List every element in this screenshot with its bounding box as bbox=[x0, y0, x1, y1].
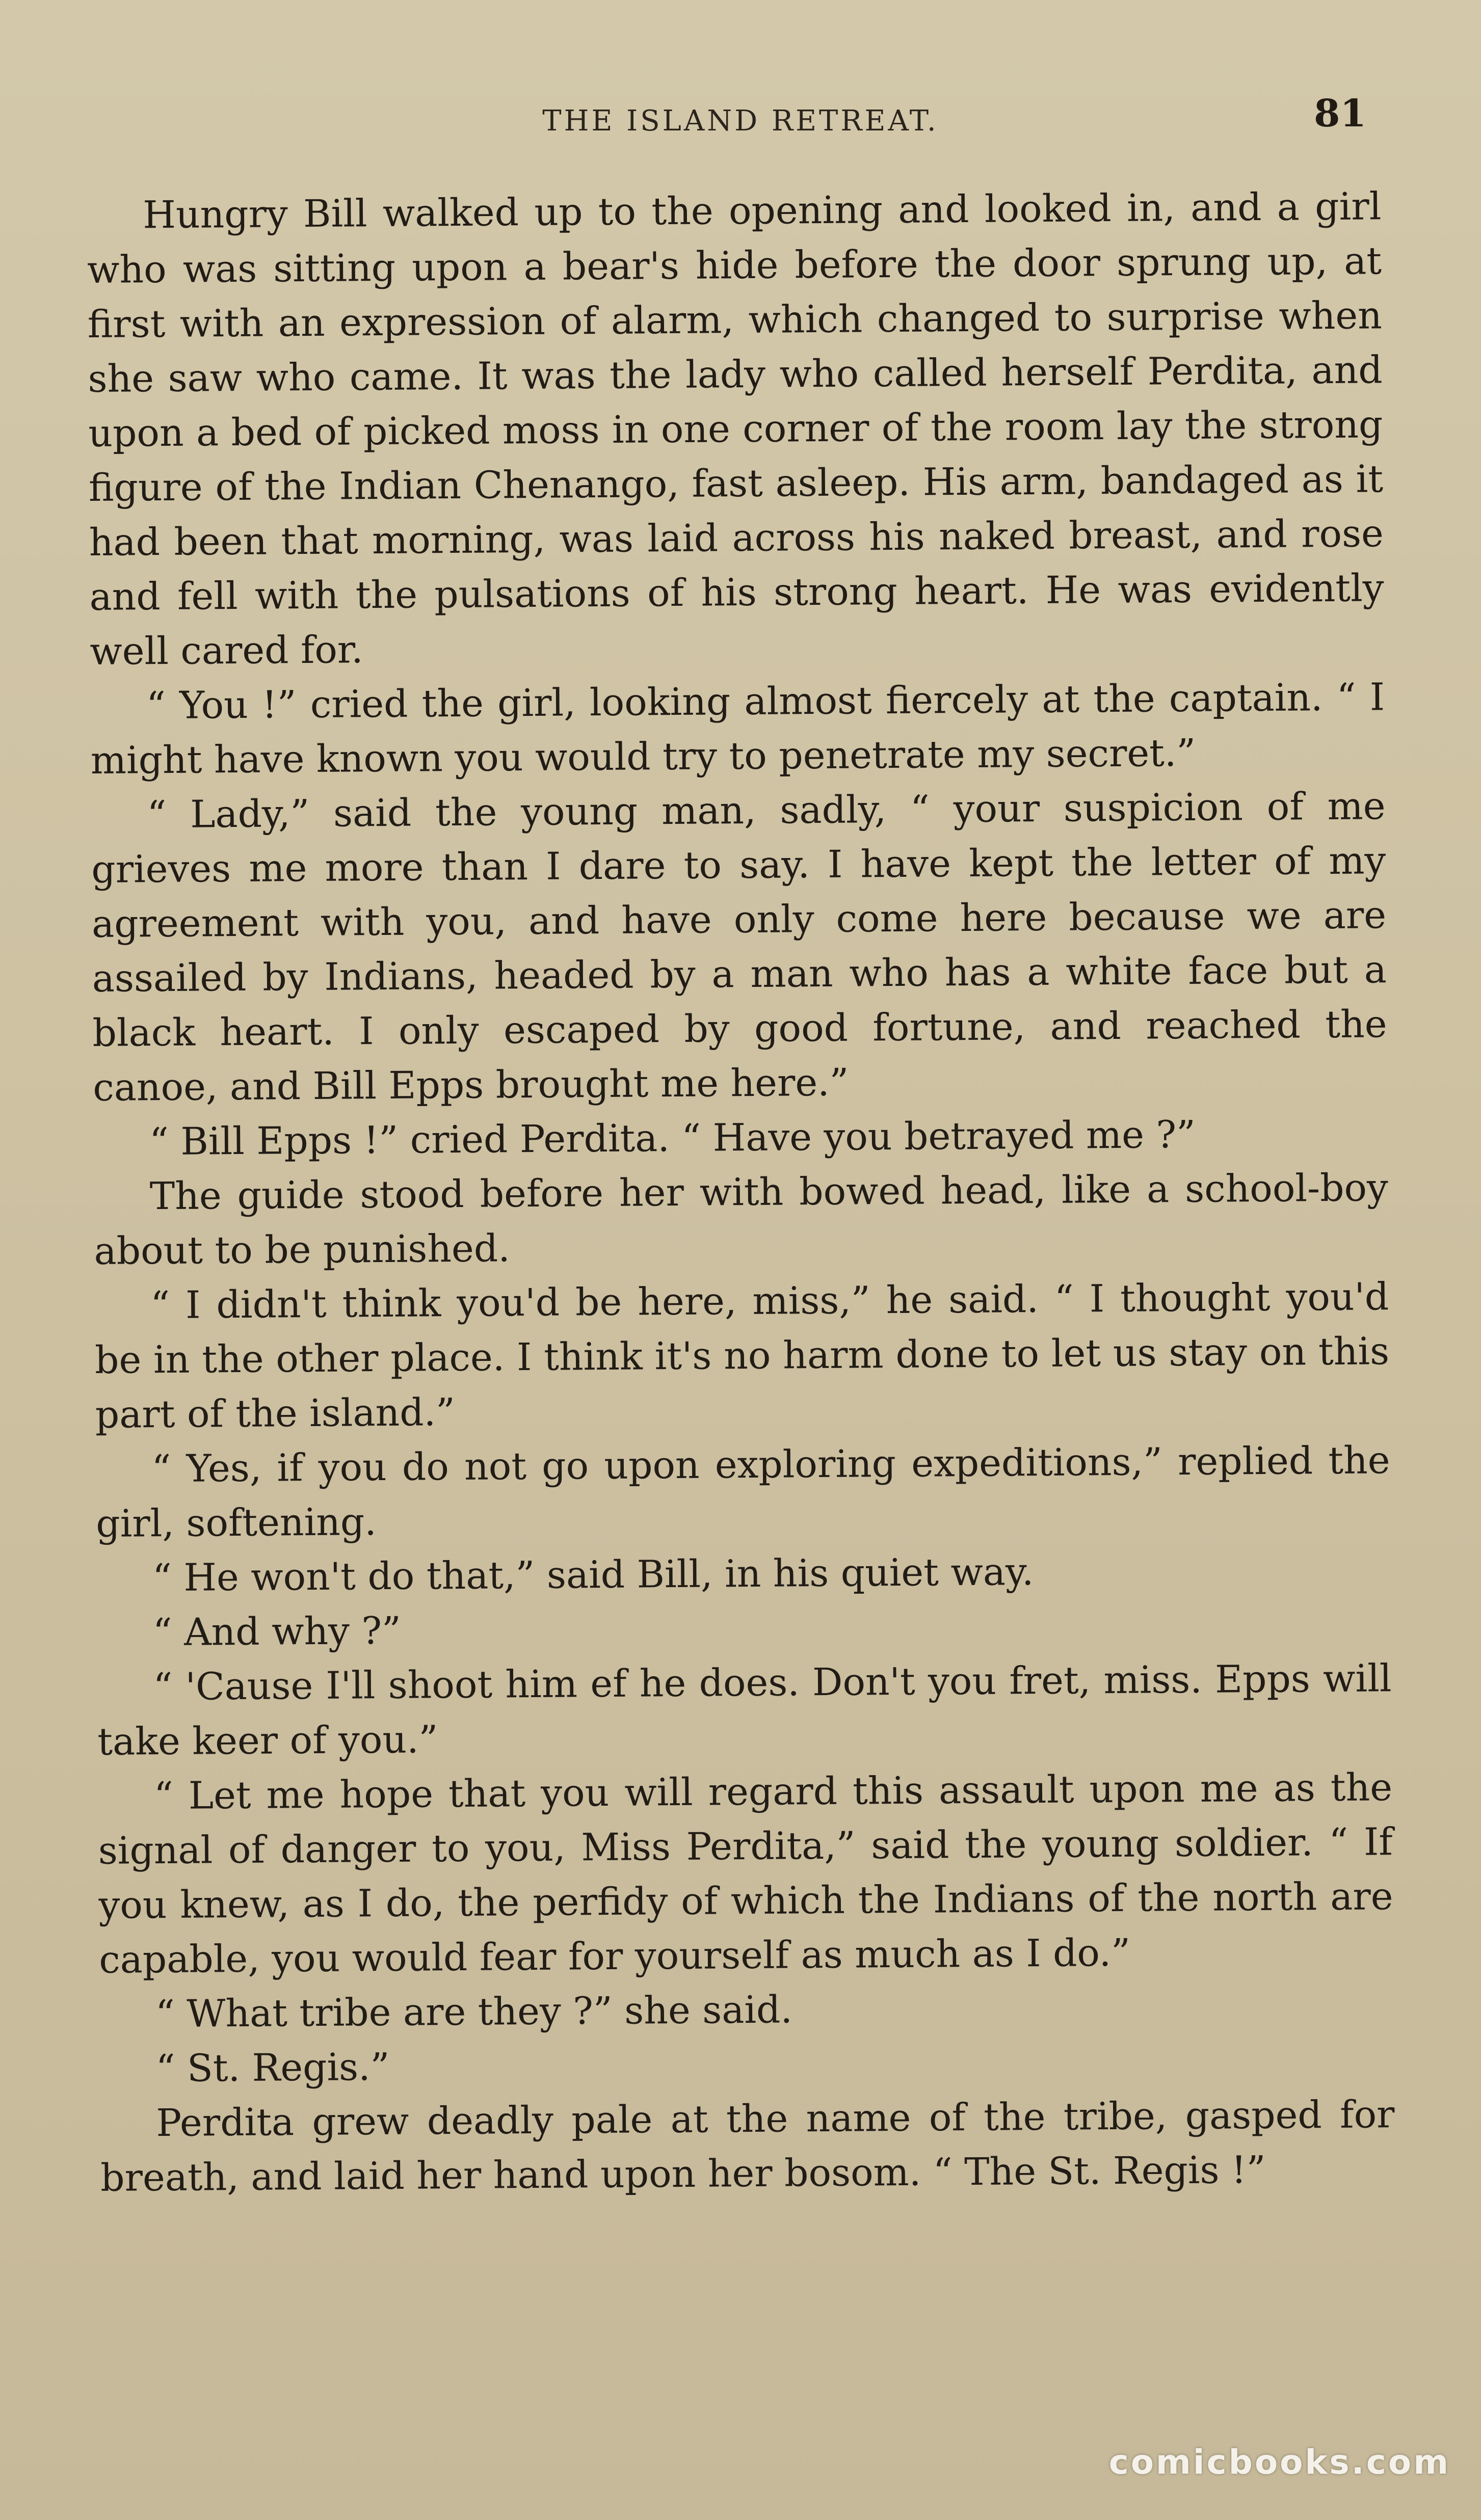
paragraph: “ Yes, if you do not go upon exploring expeditions,” replied the girl, softening. bbox=[95, 1438, 1390, 1546]
watermark: comicbooks.com bbox=[1108, 2443, 1450, 2482]
paragraph: “ You !” cried the girl, looking almost fiercely at the captain. “ I might have known you would try to penetrate my secret.” bbox=[90, 675, 1385, 783]
paragraph: Perdita grew deadly pale at the name of the tribe, gasped for breath, and laid her hand upon her bosom. “ The St. Regis !” bbox=[100, 2093, 1395, 2200]
paragraph: “ 'Cause I'll shoot him ef he does. Don't you fret, miss. Epps will take keer of you.” bbox=[97, 1656, 1392, 1764]
body-text bbox=[87, 179, 1395, 2206]
running-head bbox=[0, 92, 1481, 155]
paragraph: “ What tribe are they ?” she said. bbox=[155, 1988, 793, 2036]
paragraph: “ Lady,” said the young man, sadly, “ your suspicion of me grieves me more than I dare to say. I have kept the letter of my agreement with you, and have only come here because we are assailed by Indians, headed by a man who has a white face but a black heart. I only escaped by good fortune, and reached the canoe, and Bill Epps brought me here.” bbox=[91, 784, 1387, 1110]
paragraph: “ I didn't think you'd be here, miss,” he said. “ I thought you'd be in the other place. I think it's no harm done to let us stay on this part of the island.” bbox=[94, 1275, 1390, 1437]
paragraph: “ Bill Epps !” cried Perdita. “ Have you betrayed me ?” bbox=[149, 1112, 1196, 1164]
paragraph: “ Let me hope that you will regard this assault upon me as the signal of danger to you, Miss Perdita,” said the young soldier. “ If you knew, as I do, the perfidy of which the Indians of the north are capable, you would fear for yourself as much as I do.” bbox=[98, 1765, 1393, 1982]
page-number: 81 bbox=[1314, 92, 1366, 136]
paragraph: “ St. Regis.” bbox=[155, 2045, 390, 2091]
paragraph: The guide stood before her with bowed head, like a school-boy about to be punished. bbox=[94, 1166, 1389, 1273]
paragraph: “ And why ?” bbox=[152, 1608, 402, 1655]
paragraph: Hungry Bill walked up to the opening and looked in, and a girl who was sitting upon a bear's hide before the door sprung up, at first with an expression of alarm, which changed to surprise when she saw who came. It was the lady who called herself Perdita, and upon a bed of picked moss in one corner of the room lay the strong figure of the Indian Chenango, fast asleep. His arm, bandaged as it had been that morning, was laid across his naked breast, and rose and fell with the pulsations of his strong heart. He was evidently well cared for. bbox=[87, 184, 1384, 674]
paragraph: “ He won't do that,” said Bill, in his quiet way. bbox=[152, 1550, 1034, 1600]
running-title: THE ISLAND RETREAT. bbox=[542, 104, 939, 138]
